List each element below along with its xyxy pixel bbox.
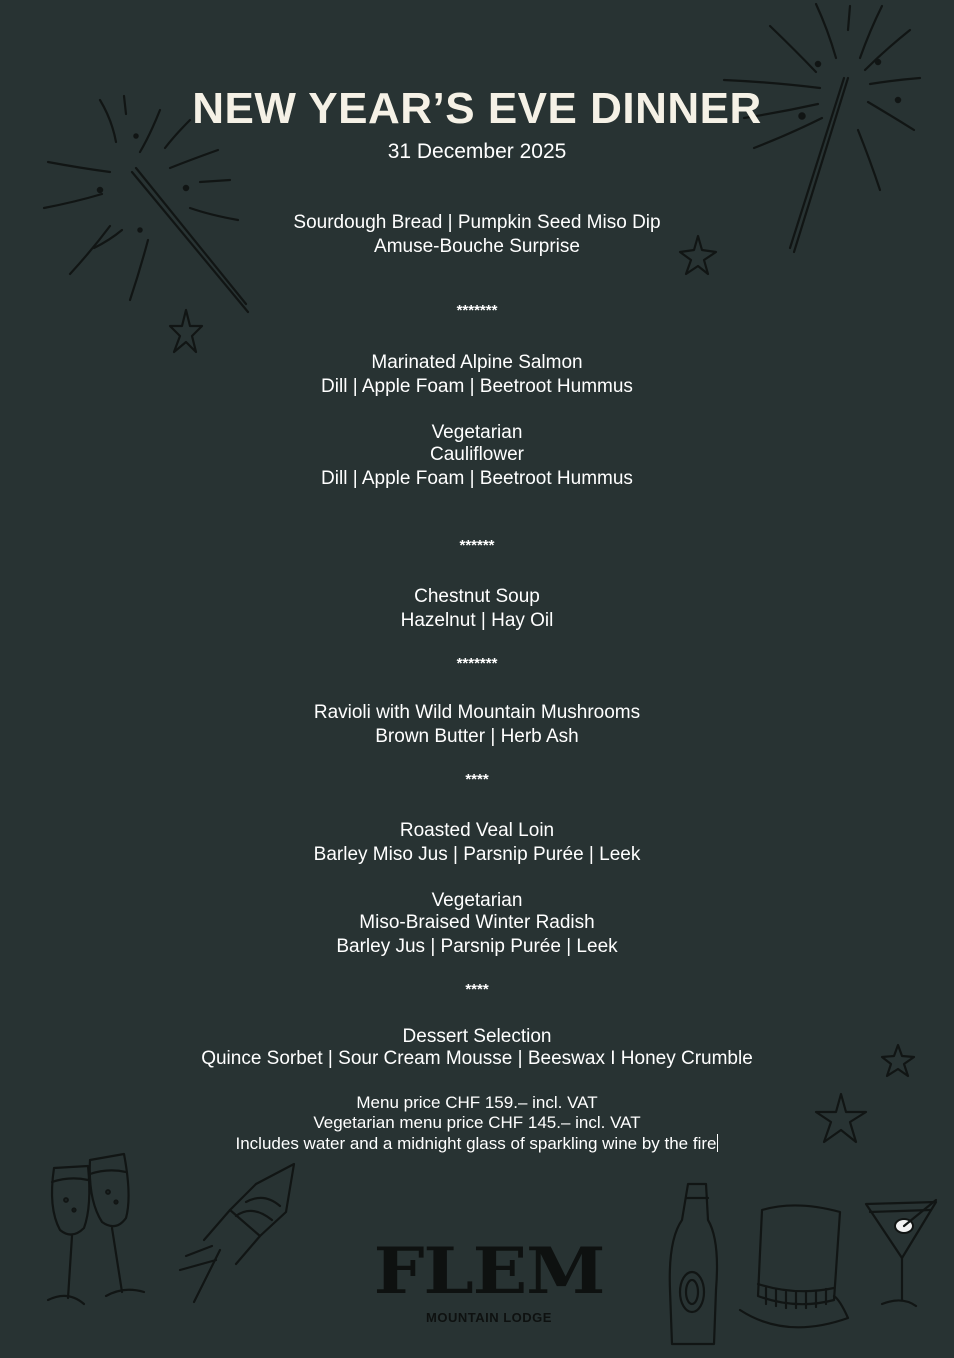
course2-veg-line2: Dill | Apple Foam | Beetroot Hummus <box>321 468 633 489</box>
course2-line2: Dill | Apple Foam | Beetroot Hummus <box>321 376 633 397</box>
course-separator: **** <box>465 981 489 998</box>
course-separator: ****** <box>459 537 495 554</box>
dessert-line2: Quince Sorbet | Sour Cream Mousse | Beeswax I Honey Crumble <box>201 1048 753 1069</box>
course1-line1: Sourdough Bread | Pumpkin Seed Miso Dip <box>293 212 661 233</box>
course4-line2: Brown Butter | Herb Ash <box>375 726 579 747</box>
text-cursor <box>717 1134 718 1152</box>
course5-veg-line1: Miso-Braised Winter Radish <box>359 912 595 933</box>
logo-name: FLEM <box>373 1234 605 1309</box>
course2-veg-label: Vegetarian <box>431 422 523 443</box>
course5-line2: Barley Miso Jus | Parsnip Purée | Leek <box>313 844 641 865</box>
course2-line1: Marinated Alpine Salmon <box>371 352 583 373</box>
martini-glass-icon <box>864 1196 944 1311</box>
price-line: Menu price CHF 159.– incl. VAT <box>356 1093 598 1112</box>
includes-text: Includes water and a midnight glass of sparkling wine by the fire <box>235 1134 717 1153</box>
course3-line1: Chestnut Soup <box>414 586 540 607</box>
course-separator: ******* <box>456 302 498 319</box>
champagne-bottle-icon <box>664 1180 724 1350</box>
vegetarian-price-line: Vegetarian menu price CHF 145.– incl. VAT <box>313 1113 641 1132</box>
firework-rocket-icon <box>176 1160 306 1310</box>
course1-line2: Amuse-Bouche Surprise <box>374 236 580 257</box>
course5-veg-label: Vegetarian <box>431 890 523 911</box>
course5-veg-line2: Barley Jus | Parsnip Purée | Leek <box>336 936 618 957</box>
course-separator: **** <box>465 771 489 788</box>
menu-date: 31 December 2025 <box>387 140 567 163</box>
top-hat-icon <box>736 1200 856 1345</box>
course3-line2: Hazelnut | Hay Oil <box>400 610 554 631</box>
course-separator: ******* <box>456 655 498 672</box>
dessert-line1: Dessert Selection <box>402 1026 552 1047</box>
course4-line1: Ravioli with Wild Mountain Mushrooms <box>313 702 641 723</box>
logo-subtitle: MOUNTAIN LODGE <box>426 1310 552 1325</box>
course5-line1: Roasted Veal Loin <box>399 820 555 841</box>
flem-logo <box>373 1234 605 1325</box>
champagne-glasses-icon <box>28 1148 158 1318</box>
course2-veg-line1: Cauliflower <box>430 444 524 465</box>
includes-line <box>0 1133 954 1154</box>
menu-title: NEW YEAR’S EVE DINNER <box>192 84 762 133</box>
